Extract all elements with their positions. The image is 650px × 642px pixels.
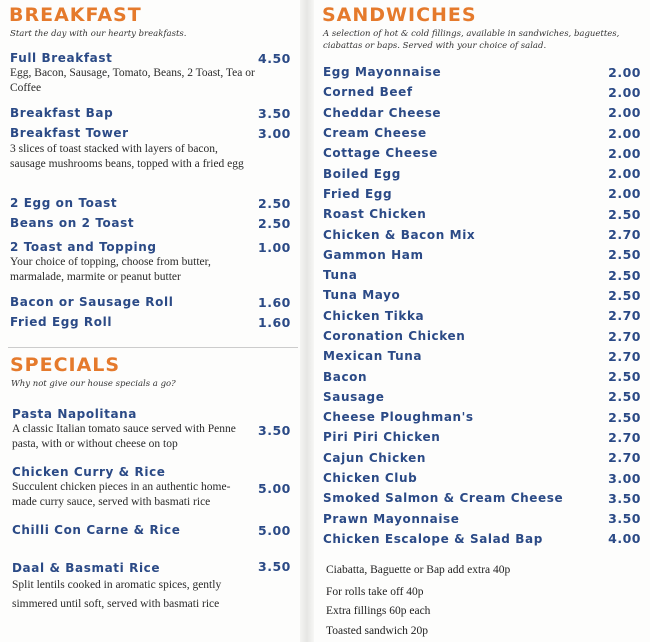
sandwich-note: For rolls take off 40p xyxy=(326,586,424,598)
menu-item-price: 4.00 xyxy=(608,531,641,547)
breakfast-heading: BREAKFAST xyxy=(9,4,142,26)
menu-item-name: Cottage Cheese xyxy=(323,146,438,161)
menu-item-price: 2.70 xyxy=(608,227,641,243)
menu-item-name: Chilli Con Carne & Rice xyxy=(12,523,181,537)
menu-item-name: Cheddar Cheese xyxy=(323,105,442,120)
sandwich-row xyxy=(323,123,641,143)
menu-item-price: 3.50 xyxy=(258,559,291,574)
sandwich-row xyxy=(323,224,641,244)
menu-item-desc: Succulent chicken pieces in an authentic home-made curry sauce, served with basmati rice xyxy=(12,481,231,508)
sandwich-row xyxy=(323,509,641,529)
menu-item-price: 2.00 xyxy=(608,64,641,80)
sandwich-row xyxy=(323,366,641,386)
menu-item-name: Tuna Mayo xyxy=(323,288,401,303)
sandwich-row xyxy=(323,204,641,224)
page-fold xyxy=(300,0,314,642)
sandwich-row xyxy=(323,306,641,326)
menu-item-price: 4.50 xyxy=(258,51,291,66)
menu-item-name: Boiled Egg xyxy=(323,166,401,181)
sandwich-row xyxy=(323,265,641,285)
menu-item-name: Chicken Escalope & Salad Bap xyxy=(323,531,543,546)
sandwich-row xyxy=(323,184,641,204)
menu-item-desc: Split lentils cooked in aromatic spices, gently simmered until soft, served with basmati rice xyxy=(12,579,222,610)
sandwich-row xyxy=(323,245,641,265)
menu-item-name: Egg Mayonnaise xyxy=(323,65,442,80)
menu-item-name: Breakfast Tower xyxy=(10,126,129,140)
menu-item-price: 2.50 xyxy=(608,409,641,425)
menu-item-price: 2.50 xyxy=(608,206,641,222)
menu-item-price: 1.60 xyxy=(258,295,291,310)
menu-item-name: 2 Toast and Topping xyxy=(10,240,157,254)
menu-item-name: Prawn Mayonnaise xyxy=(323,511,460,526)
menu-item-price: 2.00 xyxy=(608,105,641,121)
sandwich-note: Toasted sandwich 20p xyxy=(326,625,429,637)
menu-item-name: Full Breakfast xyxy=(10,51,113,65)
menu-item-price: 2.50 xyxy=(608,369,641,385)
menu-item-price: 2.00 xyxy=(608,166,641,182)
menu-item-name: Smoked Salmon & Cream Cheese xyxy=(323,491,564,506)
menu-item-desc: Egg, Bacon, Sausage, Tomato, Beans, 2 Toast, Tea or Coffee xyxy=(10,67,255,94)
menu-item-name: Chicken Curry & Rice xyxy=(12,465,166,479)
menu-item-name: Mexican Tuna xyxy=(323,349,423,364)
menu-item-price: 2.70 xyxy=(608,450,641,466)
menu-item-price: 1.60 xyxy=(258,315,291,330)
sandwiches-heading: SANDWICHES xyxy=(322,4,477,26)
menu-item-price: 3.50 xyxy=(258,423,291,438)
sandwich-note: Ciabatta, Baguette or Bap add extra 40p xyxy=(326,564,511,576)
sandwich-note: Extra fillings 60p each xyxy=(326,605,431,617)
sandwich-row xyxy=(323,448,641,468)
sandwich-row xyxy=(323,346,641,366)
breakfast-subtitle: Start the day with our hearty breakfasts. xyxy=(10,29,187,39)
menu-item-price: 2.50 xyxy=(608,247,641,263)
sandwich-row xyxy=(323,427,641,447)
sandwich-row xyxy=(323,62,641,82)
menu-item-price: 5.00 xyxy=(258,523,291,538)
menu-item-name: Bacon or Sausage Roll xyxy=(10,295,174,309)
menu-item-price: 2.00 xyxy=(608,145,641,161)
menu-item-name: Pasta Napolitana xyxy=(12,407,138,421)
sandwich-row xyxy=(323,407,641,427)
menu-item-name: Cream Cheese xyxy=(323,126,427,141)
specials-subtitle: Why not give our house specials a go? xyxy=(11,379,176,389)
menu-item-name: Bacon xyxy=(323,369,368,384)
menu-item-price: 3.50 xyxy=(608,511,641,527)
sandwich-row xyxy=(323,387,641,407)
menu-item-price: 2.70 xyxy=(608,429,641,445)
menu-item-name: Roast Chicken xyxy=(323,207,427,222)
menu-item-price: 2.70 xyxy=(608,328,641,344)
menu-item-name: Chicken Tikka xyxy=(323,308,425,323)
menu-item-name: Gammon Ham xyxy=(323,247,424,262)
menu-item-price: 2.50 xyxy=(608,389,641,405)
menu-item-name: Breakfast Bap xyxy=(10,106,114,120)
specials-heading: SPECIALS xyxy=(10,354,121,376)
menu-item-price: 3.00 xyxy=(608,470,641,486)
sandwich-row xyxy=(323,285,641,305)
menu-item-name: Daal & Basmati Rice xyxy=(12,561,161,575)
menu-item-price: 3.50 xyxy=(258,106,291,121)
menu-item-name: Corned Beef xyxy=(323,85,413,100)
menu-item-desc: Your choice of topping, choose from butter, marmalade, marmite or peanut butter xyxy=(10,256,211,283)
sandwich-list xyxy=(323,62,641,549)
menu-item-name: Cajun Chicken xyxy=(323,450,426,465)
sandwich-row xyxy=(323,82,641,102)
menu-item-name: Chicken & Bacon Mix xyxy=(323,227,476,242)
menu-item-price: 2.50 xyxy=(258,196,291,211)
sandwich-row xyxy=(323,326,641,346)
menu-item-name: Fried Egg Roll xyxy=(10,315,113,329)
menu-item-desc: 3 slices of toast stacked with layers of bacon, sausage mushrooms beans, topped with a fried egg xyxy=(10,143,244,170)
section-divider xyxy=(8,347,298,348)
menu-item-price: 2.50 xyxy=(258,216,291,231)
sandwich-row xyxy=(323,103,641,123)
menu-item-price: 2.00 xyxy=(608,84,641,100)
sandwich-row xyxy=(323,488,641,508)
menu-item-name: Coronation Chicken xyxy=(323,329,466,343)
menu-item-price: 1.00 xyxy=(258,240,291,255)
sandwich-row xyxy=(323,143,641,163)
menu-item-price: 3.00 xyxy=(258,126,291,141)
menu-item-price: 3.50 xyxy=(608,490,641,506)
menu-item-price: 2.50 xyxy=(608,267,641,283)
menu-item-name: Beans on 2 Toast xyxy=(10,216,135,230)
menu-item-price: 2.50 xyxy=(608,287,641,303)
menu-item-price: 5.00 xyxy=(258,481,291,496)
menu-item-name: Sausage xyxy=(323,389,385,404)
menu-item-name: Cheese Ploughman's xyxy=(323,410,474,425)
sandwiches-subtitle: A selection of hot & cold fillings, available in sandwiches, baguettes, ciabattas or baps. Served with your choice of salad. xyxy=(323,29,620,51)
menu-item-name: Tuna xyxy=(323,268,358,283)
menu-item-price: 2.70 xyxy=(608,308,641,324)
menu-item-price: 2.00 xyxy=(608,125,641,141)
menu-item-name: Piri Piri Chicken xyxy=(323,430,441,445)
menu-item-name: Chicken Club xyxy=(323,471,418,486)
sandwich-row xyxy=(323,163,641,183)
menu-item-name: Fried Egg xyxy=(323,186,393,201)
menu-item-price: 2.00 xyxy=(608,186,641,202)
menu-item-price: 2.70 xyxy=(608,348,641,364)
sandwich-row xyxy=(323,468,641,488)
menu-item-name: 2 Egg on Toast xyxy=(10,196,118,210)
sandwich-row xyxy=(323,529,641,549)
menu-item-desc: A classic Italian tomato sauce served with Penne pasta, with or without cheese on top xyxy=(12,423,236,450)
